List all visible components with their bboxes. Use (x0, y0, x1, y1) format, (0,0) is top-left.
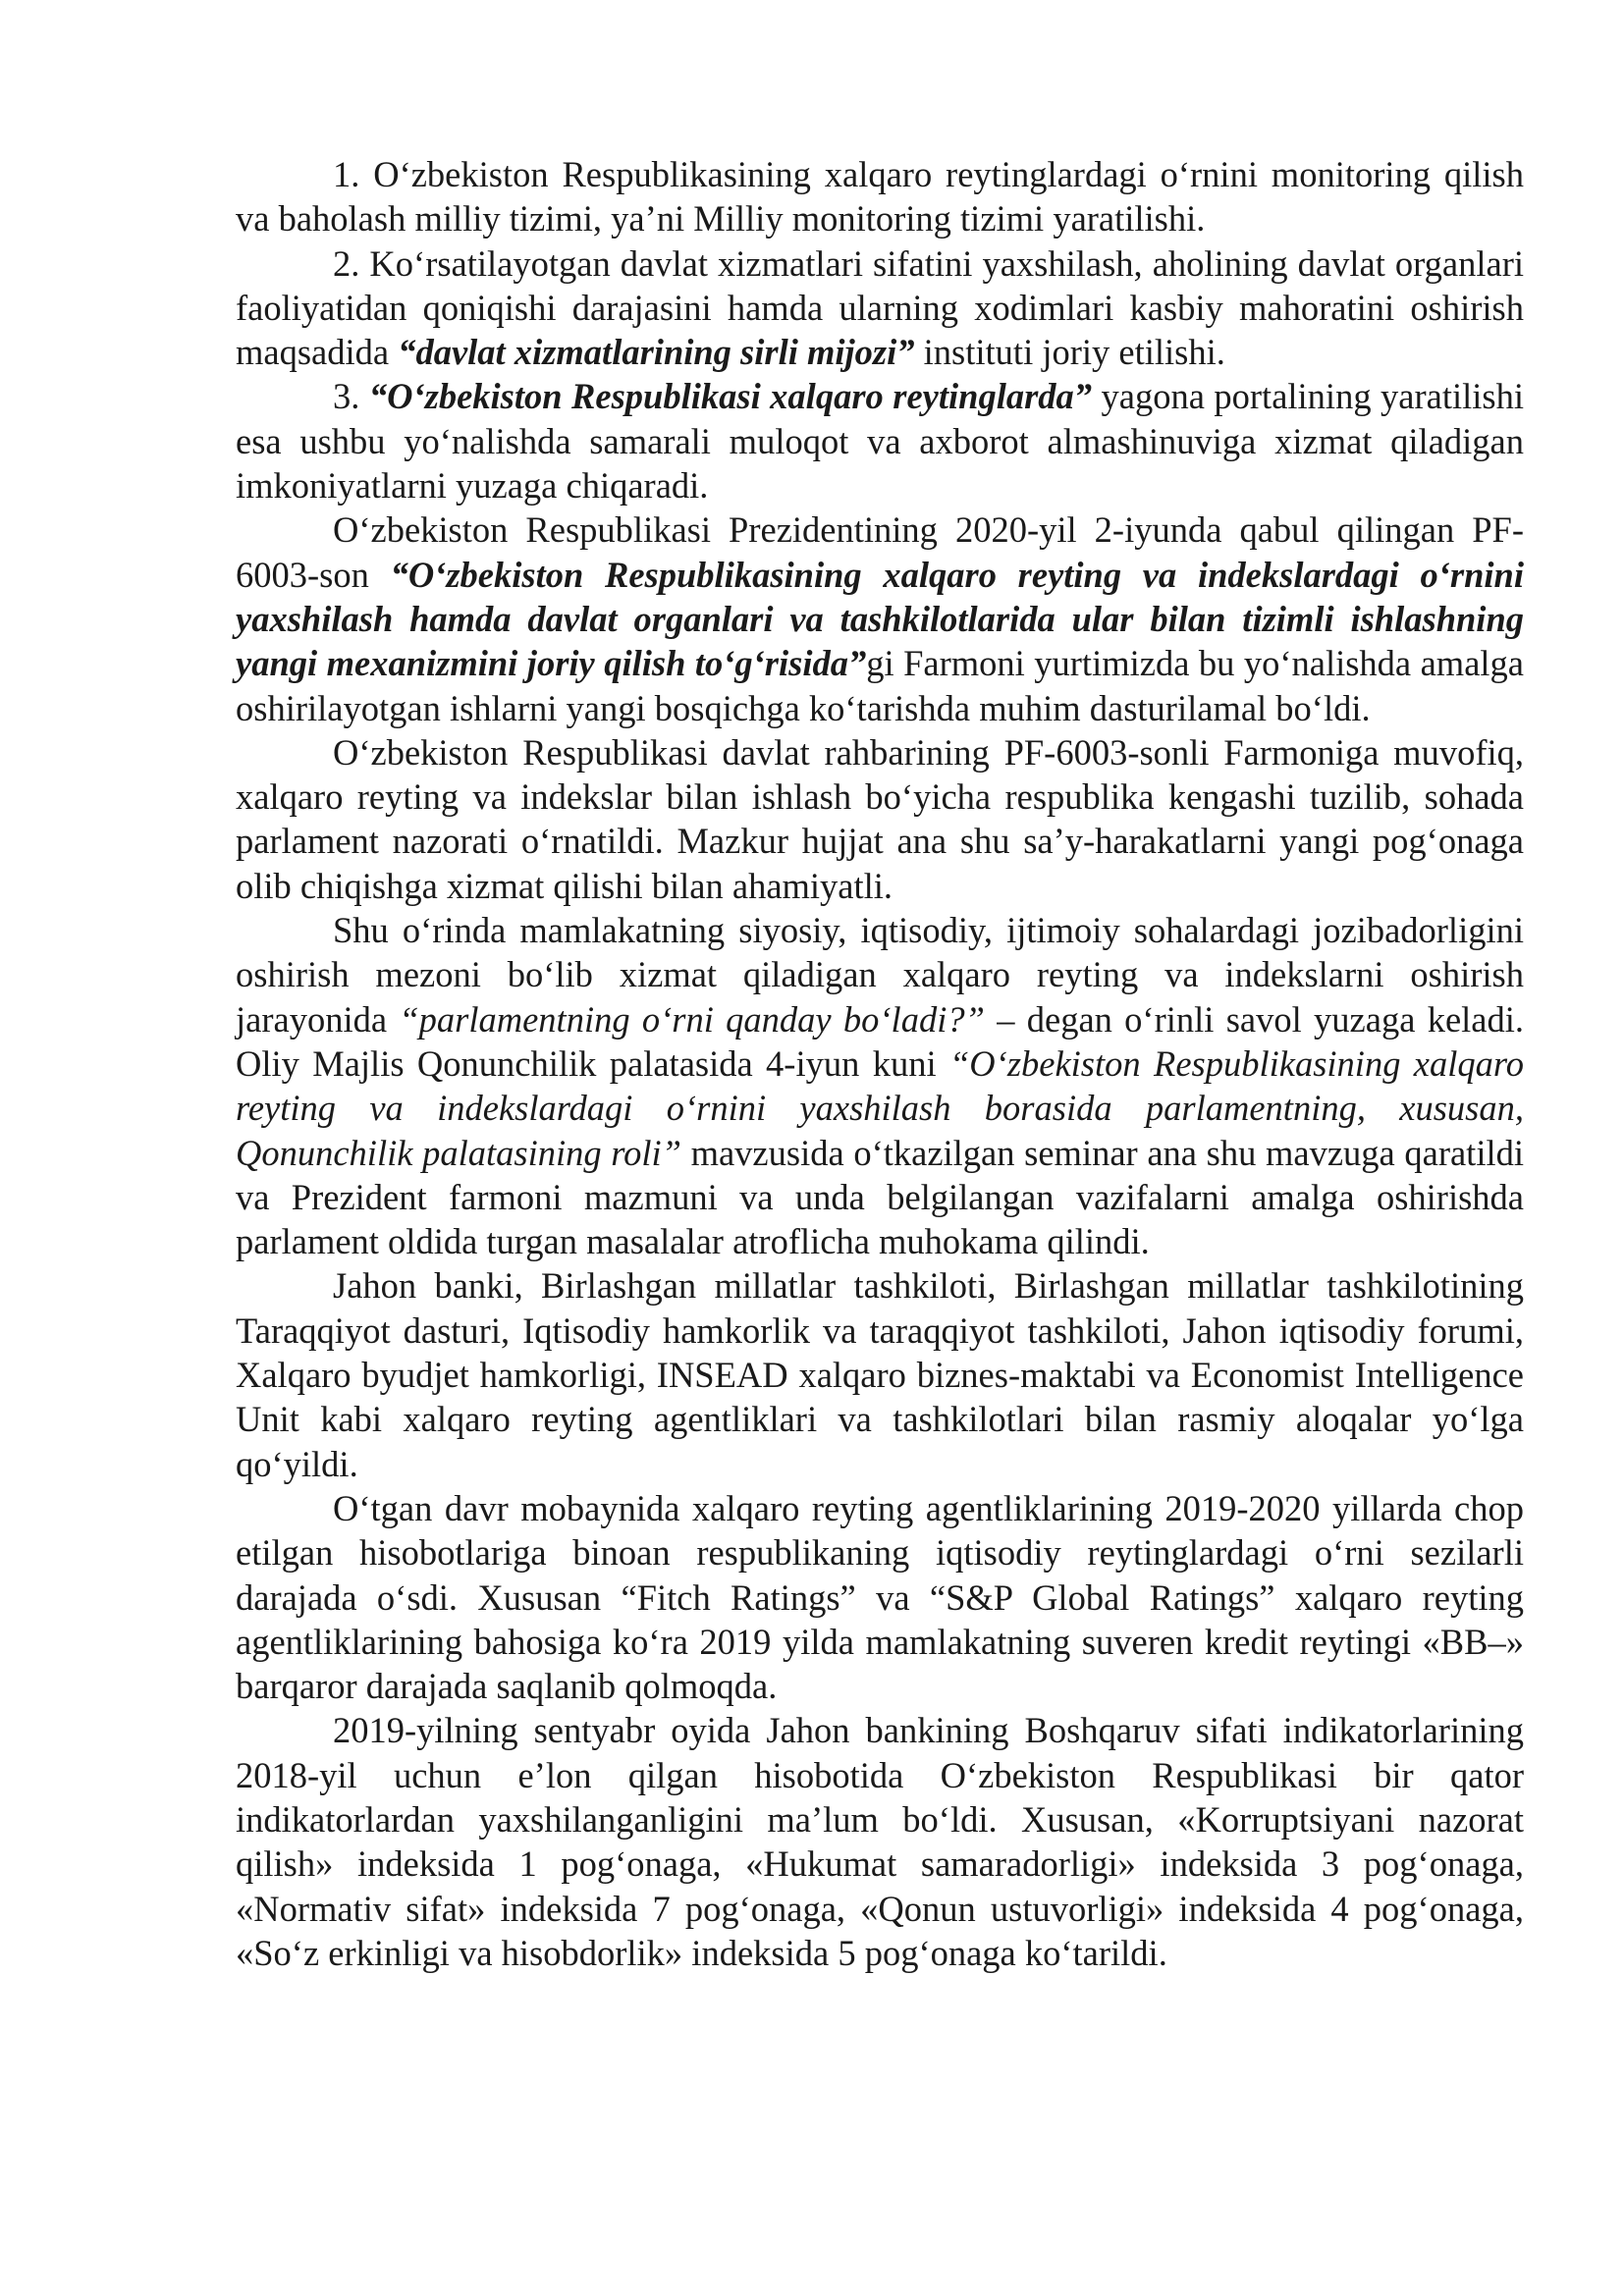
seminar-title: “Oʻzbekiston Respublikasining xalqaro reyting va indekslardagi oʻrnini yaxshilash borasida parlamentning, xususan, Qonunchilik palatasining roli” (236, 1042, 1525, 1173)
paragraph-world-bank (236, 1708, 1524, 1975)
text-run: – degan oʻrinli savol yuzaga keladi. Oliy Majlis Qonunchilik palatasida 4-iyun kuni (236, 998, 1524, 1084)
document-page (236, 152, 1524, 1975)
paragraph-parliament (236, 908, 1524, 1263)
paragraph-decree (236, 507, 1524, 729)
paragraph-council (236, 730, 1524, 908)
quoted-question: “parlamentning oʻrni qanday boʻladi?” (399, 998, 985, 1040)
decree-title: “Oʻzbekiston Respublikasining xalqaro reyting va indekslardagi oʻrnini yaxshilash hamda davlat organlari va tashkilotlarida ular bilan tizimli ishlashning yangi mexanizmini joriy qilish toʻgʻrisida” (236, 554, 1524, 684)
text-run: instituti joriy etilishi. (914, 332, 1225, 373)
text-run: yagona portalining yaratilishi esa ushbu yoʻnalishda samarali muloqot va axborot almashinuviga xizmat qiladigan imkoniyatlarni yuzaga chiqaradi. (236, 376, 1525, 507)
paragraph-item-3 (236, 374, 1524, 507)
text-run: Oʻzbekiston Respublikasi Prezidentining 2020-yil 2-iyunda qabul qilingan PF-6003-son (236, 509, 1524, 595)
text-run: gi Farmoni yurtimizda bu yoʻnalishda amalga oshirilayotgan ishlarni yangi bosqichga koʻtarishda muhim dasturilamal boʻldi. (236, 643, 1524, 728)
paragraph-credit-rating (236, 1486, 1524, 1708)
paragraph-item-1 (236, 152, 1524, 241)
paragraph-organizations (236, 1263, 1524, 1485)
text-run: 3. (333, 376, 369, 417)
text-run: Jahon banki, Birlashgan millatlar tashkiloti, Birlashgan millatlar tashkilotining Taraqqiyot dasturi, Iqtisodiy hamkorlik va taraqqiyot tashkiloti, Jahon iqtisodiy forumi, Xalqaro byudjet hamkorligi, INSEAD xalqaro biznes-maktabi va Economist Intelligence Unit kabi xalqaro reyting agentliklari va tashkilotlari bilan rasmiy aloqalar yoʻlga qoʻyildi. (236, 1265, 1524, 1484)
emphasis-run: “Oʻzbekiston Respublikasi xalqaro reytinglarda” (368, 376, 1093, 417)
text-run: Oʻzbekiston Respublikasi davlat rahbarining PF-6003-sonli Farmoniga muvofiq, xalqaro reyting va indekslar bilan ishlash boʻyicha respublika kengashi tuzilib, sohada parlament nazorati oʻrnatildi. Mazkur hujjat ana shu sa’y-harakatlarni yangi pogʻonaga olib chiqishga xizmat qilishi bilan ahamiyatli. (236, 731, 1524, 906)
text-run: Shu oʻrinda mamlakatning siyosiy, iqtisodiy, ijtimoiy sohalardagi jozibadorligini oshirish mezoni boʻlib xizmat qiladigan xalqaro reyting va indekslarni oshirish jarayonida (236, 910, 1524, 1040)
text-run: 2019-yilning sentyabr oyida Jahon bankining Boshqaruv sifati indikatorlarining 2018-yil uchun e’lon qilgan hisobotida Oʻzbekiston Respublikasi bir qator indikatorlardan yaxshilanganligini ma’lum boʻldi. Xususan, «Korruptsiyani nazorat qilish» indeksida 1 pogʻonaga, «Hukumat samaradorligi» indeksida 3 pogʻonaga, «Normativ sifat» indeksida 7 pogʻonaga, «Qonun ustuvorligi» indeksida 4 pogʻonaga, «Soʻz erkinligi va hisobdorlik» indeksida 5 pogʻonaga koʻtarildi. (236, 1710, 1524, 1973)
text-run: 2. Koʻrsatilayotgan davlat xizmatlari sifatini yaxshilash, aholining davlat organlari faoliyatidan qoniqishi darajasini hamda ularning xodimlari kasbiy mahoratini oshirish maqsadida (236, 242, 1524, 373)
text-run: 1. Oʻzbekiston Respublikasining xalqaro reytinglardagi oʻrnini monitoring qilish va baholash milliy tizimi, ya’ni Milliy monitoring tizimi yaratilishi. (236, 154, 1524, 240)
text-run: Oʻtgan davr mobaynida xalqaro reyting agentliklarining 2019-2020 yillarda chop etilgan hisobotlariga binoan respublikaning iqtisodiy reytinglardagi oʻrni sezilarli darajada oʻsdi. Xususan “Fitch Ratings” va “S&P Global Ratings” xalqaro reyting agentliklarining bahosiga koʻra 2019 yilda mamlakatning suveren kredit reytingi «BB–» barqaror darajada saqlanib qolmoqda. (236, 1487, 1524, 1707)
emphasis-run: “davlat xizmatlarining sirli mijozi” (398, 332, 915, 373)
paragraph-item-2 (236, 241, 1524, 375)
text-run: mavzusida oʻtkazilgan seminar ana shu mavzuga qaratildi va Prezident farmoni mazmuni va unda belgilangan vazifalarni amalga oshirishda parlament oldida turgan masalalar atroflicha muhokama qilindi. (236, 1132, 1524, 1262)
